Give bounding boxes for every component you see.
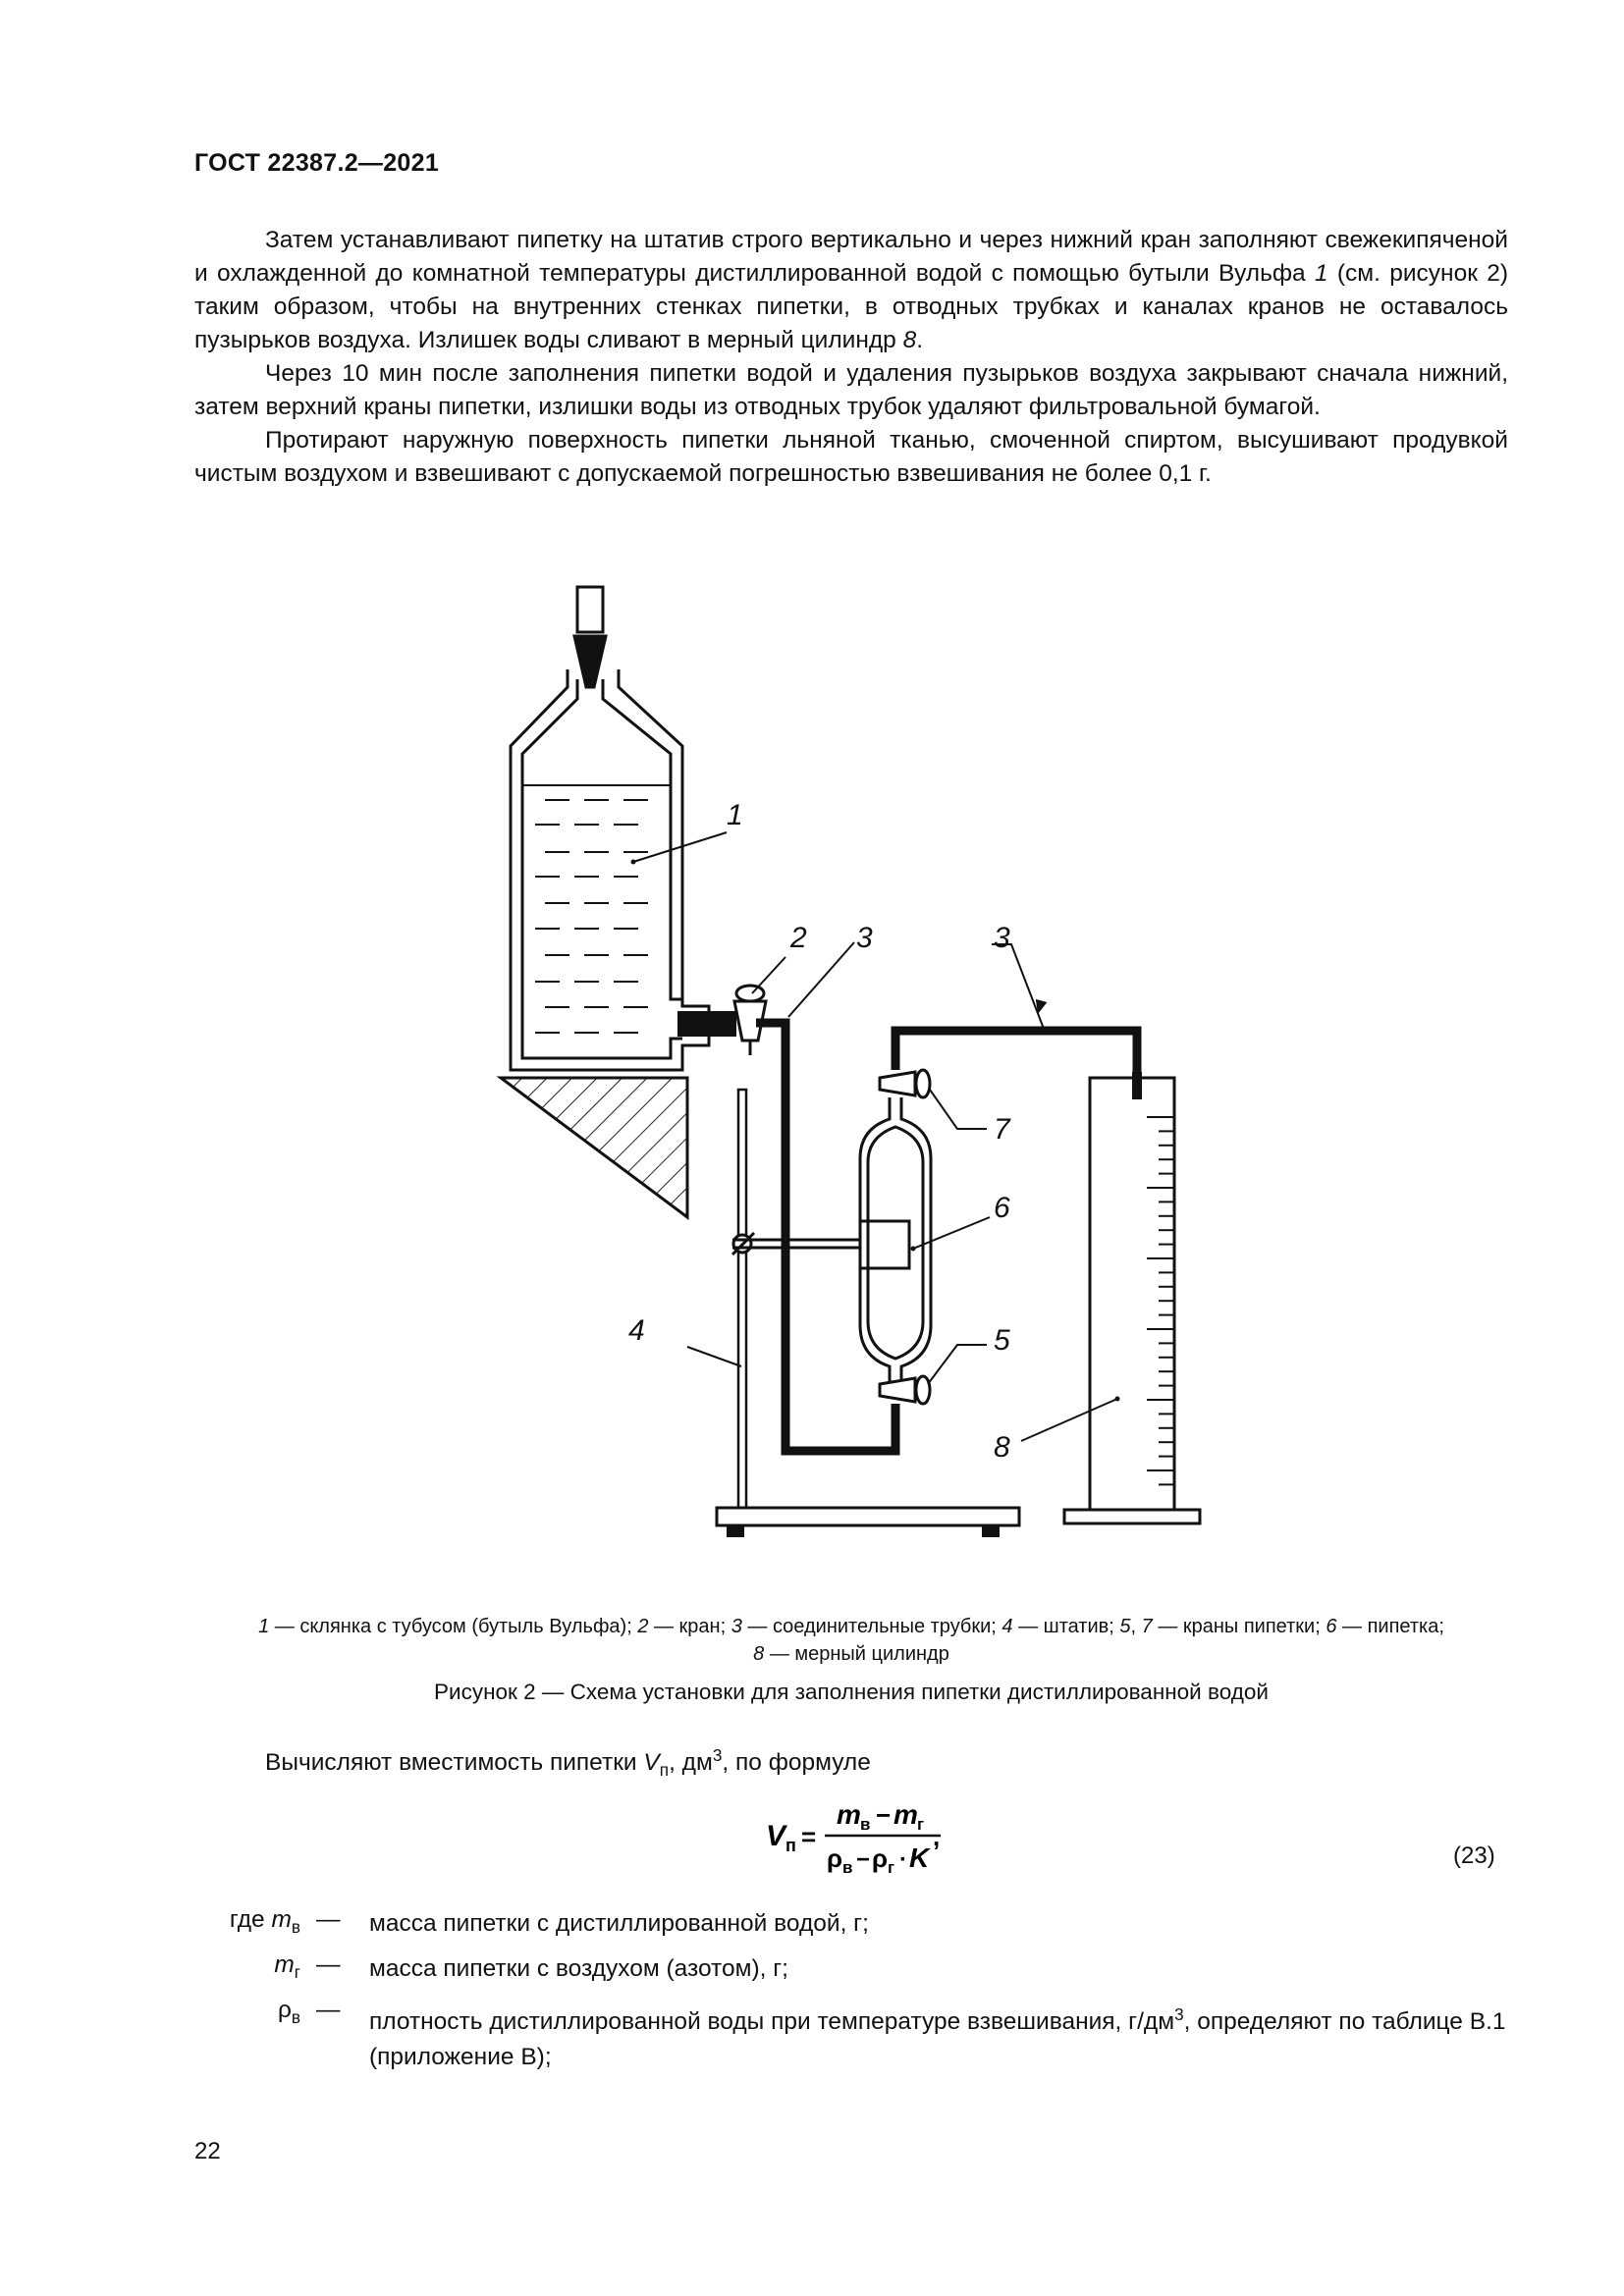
leader-dots [631,860,1120,1402]
callout-5: 5 [994,1324,1010,1357]
svg-text:п: п [785,1836,796,1855]
figure-caption: Рисунок 2 — Схема установки для заполнения пипетки дистиллированной водой [434,1680,1269,1704]
svg-text:г: г [888,1858,895,1877]
formula-intro: Вычисляют вместимость пипетки $V_п$, $дм^3$, по формуле [265,1745,871,1781]
body-text [194,224,1508,491]
svg-text:−: − [876,1800,892,1830]
pipette-tap-5 [880,1376,930,1404]
callout-3b: 3 [994,922,1010,954]
svg-text:ρ: ρ [872,1843,889,1873]
callout-4: 4 [628,1314,645,1347]
pipette-tap-7 [880,1070,930,1097]
callout-2: 2 [790,922,807,954]
svg-text:m: m [893,1799,918,1830]
callout-3a: 3 [856,922,873,954]
figure-legend: 1 — склянка с тубусом (бутыль Вульфа); 2 — кран; 3 — соединительные трубки; 4 — штатив; 5, 7 — краны пипетки; 6 — пипетка; 8 — мерный цилиндр [258,1616,1444,1665]
variable-desc: масса пипетки с воздухом (азотом), г; [369,1955,788,1982]
paragraph-3: Протирают наружную поверхность пипетки льняной тканью, смоченной спиртом, высушивают продувкой чистым воздухом и взвешивают с допускаемой погрешностью взвешивания не более 0,1 г. [194,427,1508,487]
svg-text:в: в [860,1815,871,1834]
callout-6: 6 [994,1192,1010,1224]
callout-7: 7 [994,1113,1010,1146]
svg-text:−: − [856,1846,871,1873]
svg-text:·: · [899,1846,907,1873]
variable-desc: плотность дистиллированной воды при температуре взвешивания, $г/дм^3$, определяют по таблице В.1 (приложение В); [369,2004,1506,2071]
callout-1: 1 [727,799,743,831]
svg-text:ρ: ρ [827,1843,843,1873]
variable-row: $m_г$ — масса пипетки с воздухом (азотом), г; [194,1951,1510,1997]
paragraph-2: Через 10 мин после заполнения пипетки водой и удаления пузырьков воздуха закрывают сначала нижний, затем верхний краны пипетки, излишки воды из отводных трубок удаляют фильтровальной бумагой. [194,360,1508,420]
leader-lines [633,832,1117,1441]
equation-number: (23) [1453,1842,1495,1869]
callout-8: 8 [994,1431,1010,1464]
svg-text:V: V [766,1820,786,1852]
paragraph-1: Затем устанавливают пипетку на штатив строго вертикально и через нижний кран заполняют свежекипяченой и охлажденной до комнатной температуры дистиллированной водой с помощью бутыли Вульфа 1 (см. рисунок 2) таким образом, чтобы на внутренних стенках пипетки, в отводных трубках и каналах кранов не оставалось пузырьков воздуха. Излишек воды сливают в мерный цилиндр 8. [194,227,1508,353]
document-header: ГОСТ 22387.2—2021 [194,149,440,177]
svg-text:,: , [933,1822,941,1851]
connecting-tubes [756,1023,1137,1451]
variable-symbol: $m_г$ [274,1951,300,1982]
variables-list [194,1906,1510,2075]
measuring-cylinder [1064,1072,1200,1523]
svg-text:m: m [837,1799,861,1830]
svg-text:=: = [801,1822,817,1851]
figure-2-diagram [481,579,1247,1561]
wulff-bottle [511,587,709,1070]
formula-23 [756,1789,972,1877]
variable-row: $\rho_в$ — плотность дистиллированной воды при температуре взвешивания, $г/дм^3$, определяют по таблице В.1 (приложение В); [194,1997,1510,2075]
liquid-level-marks [535,800,648,1033]
svg-text:в: в [842,1858,853,1877]
variable-symbol: где $m_в$ [229,1906,300,1937]
svg-text:K: K [909,1842,930,1873]
variable-desc: масса пипетки с дистиллированной водой, г; [369,1910,869,1937]
variable-symbol: $\rho_в$ [277,1997,300,2027]
variable-row: где $m_в$ — масса пипетки с дистиллированной водой, г; [194,1906,1510,1951]
svg-text:г: г [917,1815,925,1834]
page-number: 22 [194,2138,221,2164]
bottle-support [501,1078,687,1217]
